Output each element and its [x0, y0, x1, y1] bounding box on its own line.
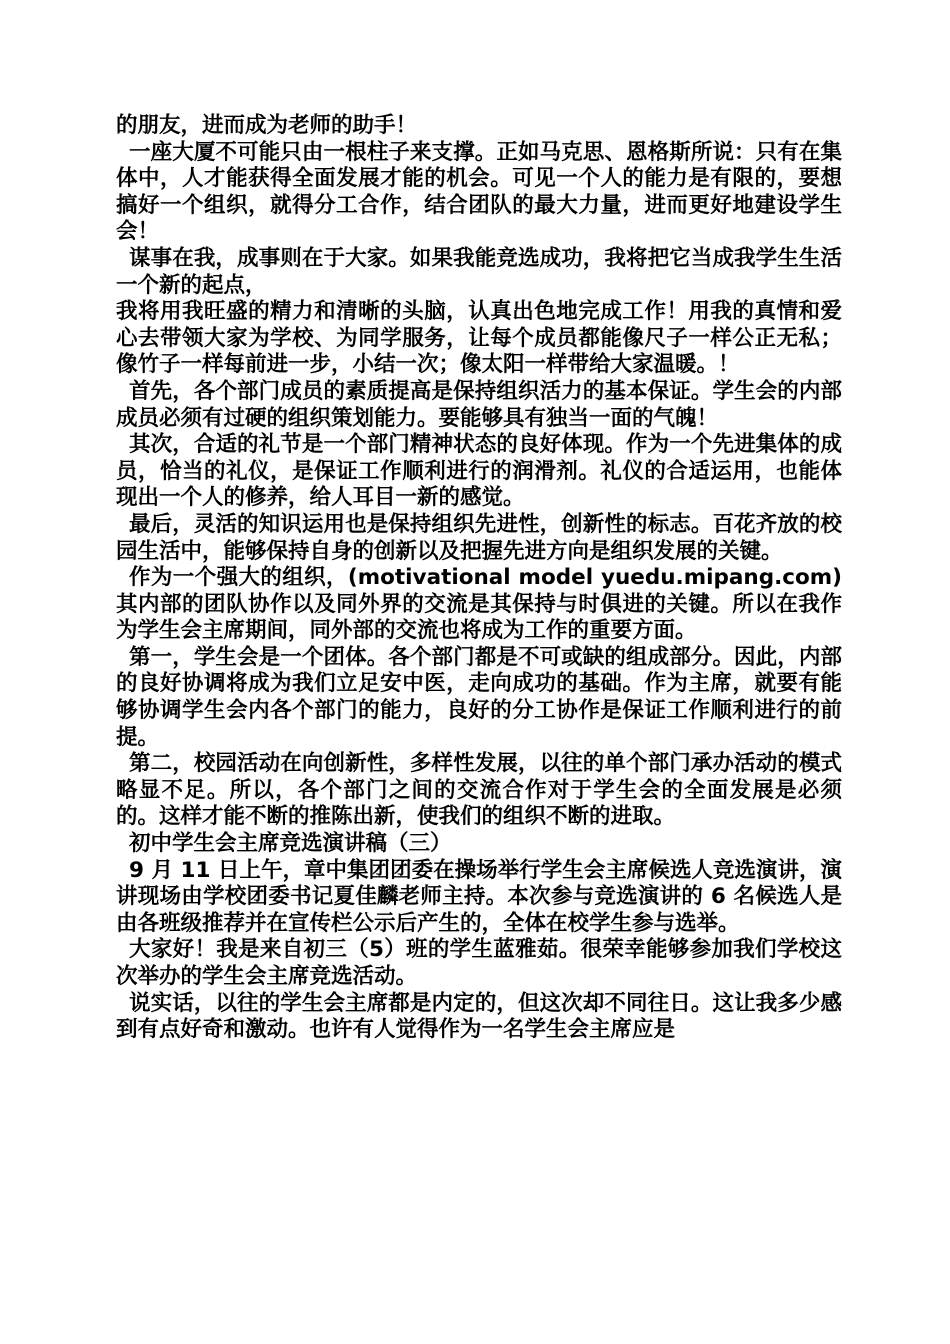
- paragraph: 我将用我旺盛的精力和清晰的头脑，认真出色地完成工作！用我的真情和爱心去带领大家为学校、为同学服务，让每个成员都能像尺子一样公正无私；像竹子一样每前进一步，小结一次；像太阳一样带给大家温暖。！: [116, 299, 842, 378]
- paragraph: 第二，校园活动在向创新性，多样性发展，以往的单个部门承办活动的模式略显不足。所以，各个部门之间的交流合作对于学生会的全面发展是必须的。这样才能不断的推陈出新，使我们的组织不断的进取。: [116, 751, 842, 830]
- paragraph: 首先，各个部门成员的素质提高是保持组织活力的基本保证。学生会的内部成员必须有过硬的组织策划能力。要能够具有独当一面的气魄！: [116, 378, 842, 431]
- paragraph: 一座大厦不可能只由一根柱子来支撑。正如马克思、恩格斯所说：只有在集体中，人才能获得全面发展才能的机会。可见一个人的能力是有限的，要想搞好一个组织，就得分工合作，结合团队的最大力量，进而更好地建设学生会！: [116, 139, 842, 245]
- paragraph-continuation: 的朋友，进而成为老师的助手！: [116, 113, 418, 138]
- section-heading: 初中学生会主席竞选演讲稿（三）: [129, 831, 452, 857]
- paragraph: 作为一个强大的组织，(motivational model yuedu.mipang.com)其内部的团队协作以及同外界的交流是其保持与时俱进的关键。所以在我作为学生会主席期间，同外部的交流也将成为工作的重要方面。: [116, 565, 842, 644]
- paragraph: 谋事在我，成事则在于大家。如果我能竞选成功，我将把它当成我学生生活一个新的起点，: [116, 245, 842, 298]
- document-page: [116, 113, 842, 1044]
- paragraph: 9 月 11 日上午，章中集团团委在操场举行学生会主席候选人竞选演讲，演讲现场由学校团委书记夏佳麟老师主持。本次参与竞选演讲的 6 名候选人是由各班级推荐并在宣传栏公示后产生的，全体在校学生参与选举。: [116, 857, 842, 936]
- paragraph: 大家好！我是来自初三（5）班的学生蓝雅茹。很荣幸能够参加我们学校这次举办的学生会主席竞选活动。: [116, 937, 842, 989]
- paragraph: 说实话，以往的学生会主席都是内定的，但这次却不同往日。这让我多少感到有点好奇和激动。也许有人觉得作为一名学生会主席应是: [116, 990, 842, 1043]
- paragraph: 最后，灵活的知识运用也是保持组织先进性，创新性的标志。百花齐放的校园生活中，能够保持自身的创新以及把握先进方向是组织发展的关键。: [116, 511, 842, 564]
- paragraph: 其次，合适的礼节是一个部门精神状态的良好体现。作为一个先进集体的成员，恰当的礼仪，是保证工作顺利进行的润滑剂。礼仪的合适运用，也能体现出一个人的修养，给人耳目一新的感觉。: [116, 432, 842, 511]
- paragraph: 第一，学生会是一个团体。各个部门都是不可或缺的组成部分。因此，内部的良好协调将成为我们立足安中医，走向成功的基础。作为主席，就要有能够协调学生会内各个部门的能力，良好的分工协作是保证工作顺利进行的前提。: [116, 644, 842, 750]
